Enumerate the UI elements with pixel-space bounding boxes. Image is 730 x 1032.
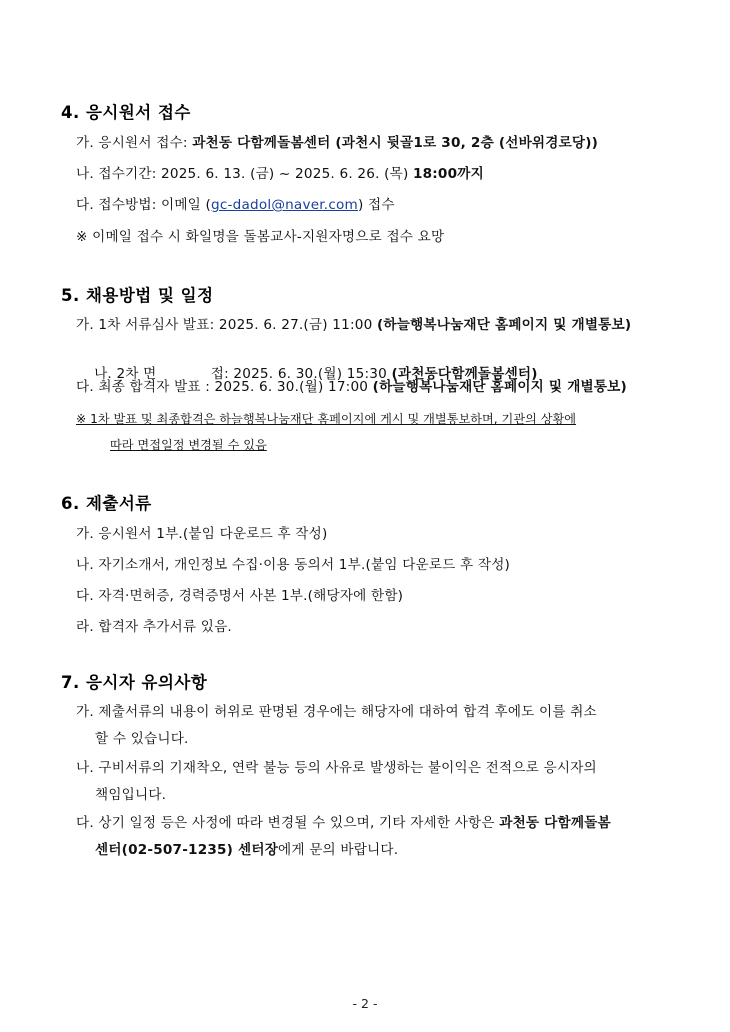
item-note-errors-cont: 책임입니다.	[95, 787, 167, 803]
item-interview: 나. 2차 면 접: 2025. 6. 30.(월) 15:30 (과천동다함께돌봄센터)	[94, 366, 538, 382]
heading-required-documents: 6. 제출서류	[61, 494, 152, 513]
item-doc-self-intro: 나. 자기소개서, 개인정보 수집·이용 동의서 1부.(붙임 다운로드 후 작성)	[76, 557, 511, 573]
email-link[interactable]: gc-dadol@naver.com	[211, 197, 358, 213]
heading-applicant-notes: 7. 응시자 유의사항	[61, 673, 208, 692]
note-email-filename: ※ 이메일 접수 시 화일명을 돌봄교사-지원자명으로 접수 요망	[76, 229, 445, 245]
item-doc-application: 가. 응시원서 1부.(붙임 다운로드 후 작성)	[76, 526, 328, 542]
note-announcement-line2: 따라 면접일정 변경될 수 있음	[110, 438, 267, 452]
item-application-place: 가. 응시원서 접수: 과천동 다함께돌봄센터 (과천시 뒷골1로 30, 2층 (선바위경로당))	[76, 135, 599, 151]
item-first-review: 가. 1차 서류심사 발표: 2025. 6. 27.(금) 11:00 (하늘행복나눔재단 홈페이지 및 개별통보)	[76, 317, 632, 333]
page-number: - 2 -	[352, 996, 378, 1011]
item-doc-certificates: 다. 자격·면허증, 경력증명서 사본 1부.(해당자에 한함)	[76, 588, 404, 604]
item-doc-additional: 라. 합격자 추가서류 있음.	[76, 619, 232, 635]
note-announcement-line1: ※ 1차 발표 및 최종합격은 하늘행복나눔재단 홈페이지에 게시 및 개별통보하며, 기관의 상황에	[76, 412, 577, 426]
item-note-false-info: 가. 제출서류의 내용이 허위로 판명된 경우에는 해당자에 대하여 합격 후에도 이를 취소	[76, 704, 597, 720]
item-note-false-info-cont: 할 수 있습니다.	[95, 731, 189, 747]
item-note-errors: 나. 구비서류의 기재착오, 연락 불능 등의 사유로 발생하는 불이익은 전적으로 응시자의	[76, 760, 597, 776]
item-application-period: 나. 접수기간: 2025. 6. 13. (금) ~ 2025. 6. 26. (목) 18:00까지	[76, 166, 484, 182]
item-application-method: 다. 접수방법: 이메일 (gc-dadol@naver.com) 접수	[76, 197, 395, 213]
heading-hiring-schedule: 5. 채용방법 및 일정	[61, 286, 214, 305]
item-final-announcement: 다. 최종 합격자 발표 : 2025. 6. 30.(월) 17:00 (하늘행복나눔재단 홈페이지 및 개별통보)	[76, 379, 627, 395]
item-note-contact: 다. 상기 일정 등은 사정에 따라 변경될 수 있으며, 기타 자세한 사항은 과천동 다함께돌봄	[76, 815, 611, 831]
heading-application-submission: 4. 응시원서 접수	[61, 103, 191, 122]
item-note-contact-cont: 센터(02-507-1235) 센터장에게 문의 바랍니다.	[95, 842, 399, 858]
